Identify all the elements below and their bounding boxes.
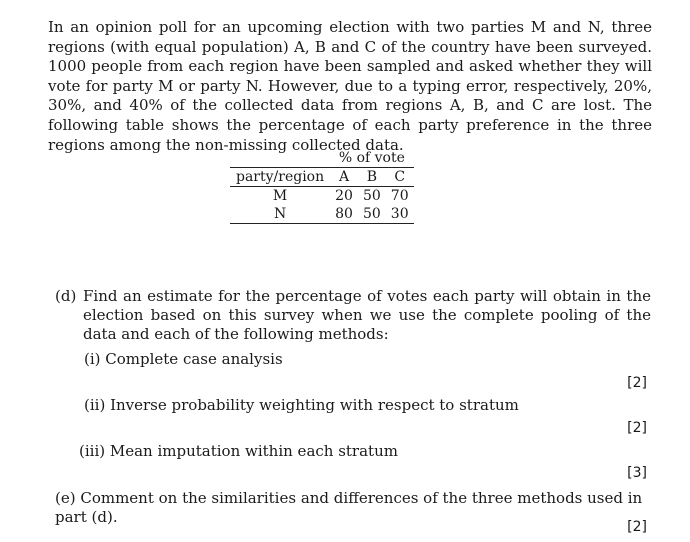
part-i-marks: [2] bbox=[627, 375, 647, 391]
table-cell: 70 bbox=[390, 188, 409, 204]
row-label-m: M bbox=[272, 188, 288, 204]
part-i-label: (i) Complete case analysis bbox=[84, 350, 283, 368]
question-e-marks: [2] bbox=[627, 519, 647, 535]
row-header: party/region bbox=[230, 168, 330, 187]
table-row bbox=[230, 187, 414, 206]
column-header-b: B bbox=[358, 168, 386, 187]
column-header-c: C bbox=[386, 168, 414, 187]
table-cell: 20 bbox=[335, 188, 353, 204]
vote-table bbox=[230, 149, 414, 224]
table-cell: 50 bbox=[362, 188, 381, 204]
question-d-number: (d) bbox=[55, 287, 77, 305]
column-header-a: A bbox=[330, 168, 358, 187]
row-label-n: N bbox=[230, 205, 330, 224]
table-row bbox=[230, 205, 414, 224]
table-caption: % of vote bbox=[338, 150, 405, 166]
question-d-text: Find an estimate for the percentage of votes each party will obtain in the election based on this survey when we use the complete pooling of the data and each of the following methods: bbox=[83, 287, 651, 343]
table-cell: 50 bbox=[358, 205, 386, 224]
part-ii-marks: [2] bbox=[627, 420, 647, 436]
part-iii-label: (iii) Mean imputation within each stratum bbox=[79, 442, 398, 460]
part-iii-marks: [3] bbox=[627, 465, 647, 481]
problem-intro: In an opinion poll for an upcoming election with two parties M and N, three regions (with equal population) A, B and C of the country have been surveyed. 1000 people from each region have been sampled and asked whether they will vote for party M or party N. However, due to a typing error, respectively, 20%, 30%, and 40% of the collected data from regions A, B, and C are lost. The following table shows the percentage of each party preference in the three regions among the non-missing collected data. bbox=[48, 18, 652, 154]
table-cell: 30 bbox=[386, 205, 414, 224]
part-ii-label: (ii) Inverse probability weighting with respect to stratum bbox=[84, 396, 519, 414]
question-d bbox=[55, 287, 651, 344]
table-cell: 80 bbox=[330, 205, 358, 224]
question-e-text: (e) Comment on the similarities and differences of the three methods used in part (d). bbox=[55, 489, 643, 526]
